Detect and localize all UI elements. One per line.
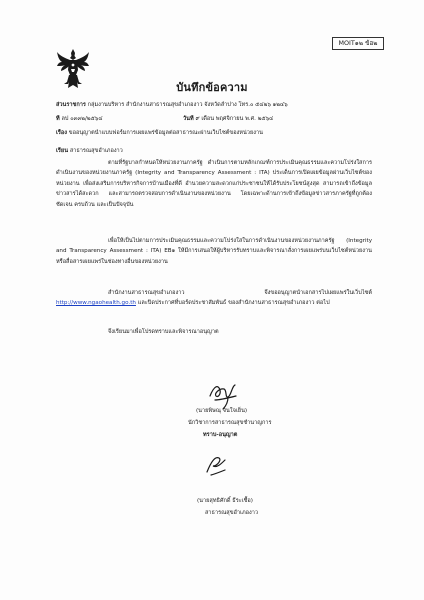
signer-2-name: (นายสุทธิศักดิ์ ธีระเชื้อ) bbox=[197, 498, 253, 504]
reference-value: ลป ๐๓๓๒/๒๕๖๔ bbox=[61, 116, 103, 122]
addressee-label: เรียน bbox=[56, 148, 69, 154]
paragraph-closing: จึงเรียนมาเพื่อโปรดทราบและพิจารณาอนุญาต bbox=[108, 329, 219, 335]
paragraph-purpose: เพื่อให้เป็นไปตามการประเมินคุณธรรมและความโปร่งใสในการดำเนินงานของหน่วยงานภาครัฐ (Integrity and Transparency Assessment : ITA) EB๑ ให้มีการเสนอให้ผู้บริหารรับทราบและพิจารณาสั่งการเผยแพร่บนเว็บไซต์หน่วยงานหรือสื่อสารเผยแพร่ในช่องทางอื่นของหน่วยงาน bbox=[56, 238, 372, 265]
website-link[interactable]: http://www.ngaohealth.go.th bbox=[56, 300, 136, 307]
date-value: ๙ เดือน พฤศจิกายน พ.ศ. ๒๕๖๔ bbox=[195, 116, 274, 122]
date-label: วันที่ bbox=[183, 116, 194, 122]
agency-label: ส่วนราชการ bbox=[56, 102, 86, 108]
addressee-line bbox=[56, 147, 123, 155]
addressee-value: สาธารณสุขอำเภองาว bbox=[69, 148, 123, 154]
form-code-label: MOIT๑๒ ข้อ๒ bbox=[332, 37, 384, 50]
agency-value: กลุ่มงานบริหาร สำนักงานสาธารณสุขอำเภองาว จังหวัดลำปาง โทร.๐ ๕๔๒๖ ๑๒๔๖ bbox=[87, 102, 288, 108]
signer-1-approval-note: ทราบ-อนุญาต bbox=[203, 432, 238, 438]
signature-2-image bbox=[201, 450, 231, 480]
subject-label: เรื่อง bbox=[56, 130, 68, 136]
reference-label: ที่ bbox=[56, 116, 60, 122]
agency-line bbox=[56, 101, 288, 109]
signer-2-position: สาธารณสุขอำเภองาว bbox=[205, 510, 259, 516]
signer-1-position: นักวิชาการสาธารณสุขชำนาญการ bbox=[188, 420, 272, 426]
date-line bbox=[183, 115, 273, 123]
paragraph-background: ตามที่รัฐบาลกำหนดให้หน่วยงานภาครัฐ ดำเนินการตามหลักเกณฑ์การประเมินคุณธรรมและความโปร่งใสการดำเนินงานของหน่วยงานภาครัฐ (Integrity and Transparency Assessment : ITA) ประเด็นการเปิดเผยข้อมูลผ่านเว็บไซต์ของหน่วยงาน เพื่อส่งเสริมการบริหารกิจการบ้านเมืองที่ดี อำนวยความสะดวกแก่ประชาชนให้ได้รับประโยชน์สูงสุด สามารถเข้าถึงข้อมูลข่าวสารได้สะดวก และสามารถตรวจสอบการดำเนินงานของหน่วยงาน โดยเฉพาะด้านการเข้าถึงข้อมูลข่าวสารภาครัฐที่ถูกต้อง ชัดเจน ครบถ้วน และเป็นปัจจุบัน bbox=[56, 160, 372, 208]
signer-1-name: (นายพิษณุ จินใจเย็น) bbox=[196, 408, 248, 414]
request-text-end: และปิดประกาศที่บอร์ดประชาสัมพันธ์ ของสำนักงานสาธารณสุขอำเภองาว ต่อไป bbox=[135, 300, 330, 307]
request-text-start: สำนักงานสาธารณสุขอำเภองาว จึงขออนุญาตนำเอกสารไปเผยแพร่ในเว็บไซต์ bbox=[108, 290, 372, 296]
reference-line bbox=[56, 115, 103, 123]
subject-value: ขออนุญาตนำแบบฟอร์มการเผยแพร่ข้อมูลต่อสาธารณะผ่านเว็บไซต์ของหน่วยงาน bbox=[68, 130, 263, 136]
document-title: บันทึกข้อความ bbox=[176, 81, 248, 94]
paragraph-request bbox=[56, 288, 372, 309]
subject-line bbox=[56, 129, 263, 137]
